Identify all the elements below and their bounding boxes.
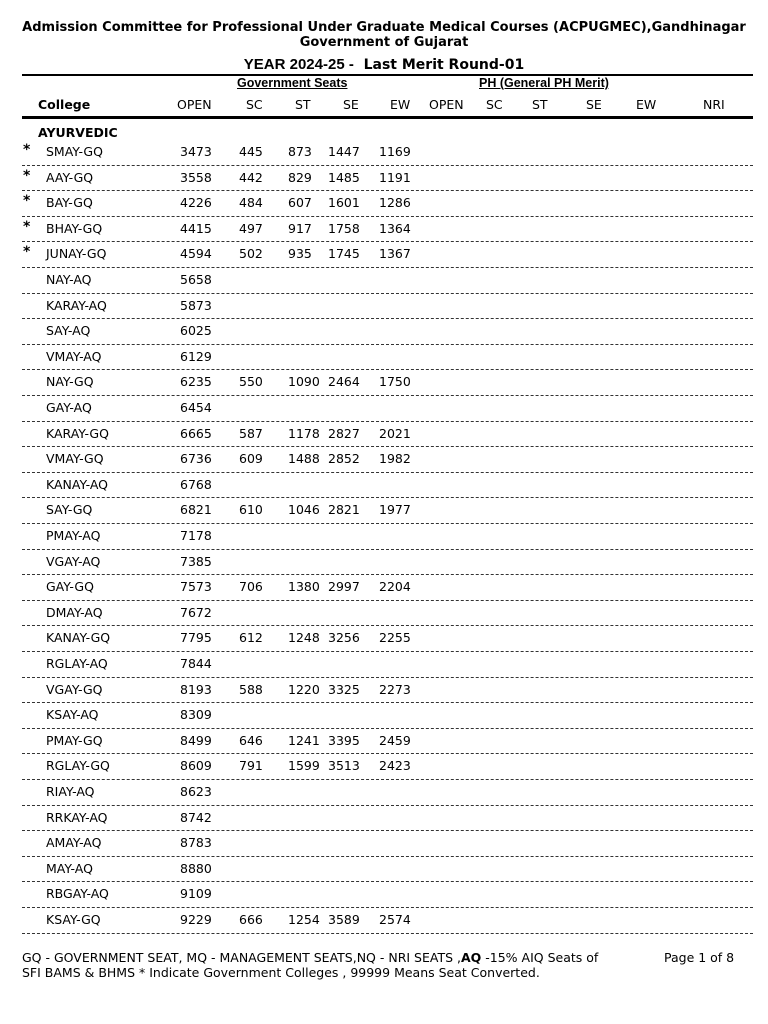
cell-se: 2997 <box>328 579 360 595</box>
cell-ew: 1982 <box>379 451 411 467</box>
footer-aq: AQ <box>460 950 482 965</box>
cell-college: RGLAY-GQ <box>46 758 110 774</box>
cell-st: 1380 <box>288 579 320 595</box>
cell-ew: 2273 <box>379 681 411 697</box>
cell-sc: 646 <box>239 732 263 748</box>
column-header-st: ST <box>295 97 311 112</box>
table-row <box>22 881 753 908</box>
cell-ew: 2574 <box>379 912 411 927</box>
cell-sc: 445 <box>239 144 263 159</box>
cell-star: * <box>23 193 31 210</box>
column-header-st-ph: ST <box>532 97 548 112</box>
footer-line1-a: GQ - GOVERNMENT SEAT, MQ - MANAGEMENT SEATS,NQ - NRI SEATS , <box>22 950 461 965</box>
column-header-college: College <box>38 97 91 112</box>
cell-st: 1599 <box>288 758 320 774</box>
cell-college: SAY-GQ <box>46 502 93 518</box>
column-header-sc: SC <box>246 97 263 112</box>
cell-open: 3558 <box>180 169 212 185</box>
column-header-ew: EW <box>390 97 411 112</box>
table-row <box>22 165 753 192</box>
cell-open: 6736 <box>180 451 212 467</box>
round-label: Last Merit Round-01 <box>363 57 525 73</box>
cell-se: 3395 <box>328 732 360 748</box>
cell-college: NAY-AQ <box>46 272 92 287</box>
cell-sc: 484 <box>239 195 263 211</box>
cell-open: 6129 <box>180 348 212 364</box>
column-header-ew-ph: EW <box>636 97 657 112</box>
table-row <box>22 600 753 627</box>
cell-open: 4415 <box>180 220 212 236</box>
table-row <box>22 267 753 294</box>
header-rule <box>22 116 753 119</box>
table-row <box>22 728 753 755</box>
cell-se: 1485 <box>328 169 360 185</box>
cell-open: 7844 <box>180 656 212 671</box>
cell-se: 1758 <box>328 220 360 236</box>
table-row <box>22 651 753 678</box>
table-row <box>22 369 753 396</box>
cell-sc: 791 <box>239 758 263 774</box>
table-row <box>22 497 753 524</box>
title-line2: Government of Gujarat <box>299 35 469 50</box>
cell-ew: 1364 <box>379 220 411 236</box>
cell-college: SMAY-GQ <box>46 144 103 159</box>
cell-se: 3513 <box>328 758 360 774</box>
cell-college: RGLAY-AQ <box>46 656 108 671</box>
cell-open: 5658 <box>180 272 212 287</box>
year-label: YEAR 2024-25 - <box>243 56 354 73</box>
cell-st: 829 <box>288 169 312 185</box>
cell-ew: 1286 <box>379 195 411 211</box>
cell-open: 5873 <box>180 297 212 313</box>
cell-se: 1601 <box>328 195 360 211</box>
table-row <box>22 241 753 268</box>
table-row <box>22 472 753 499</box>
cell-se: 2827 <box>328 425 360 441</box>
table-row <box>22 446 753 473</box>
table-row <box>22 549 753 576</box>
table-row <box>22 293 753 320</box>
title-line1: Admission Committee for Professional Under Graduate Medical Courses (ACPUGMEC),Gandhinagar <box>22 20 746 35</box>
cell-open: 9229 <box>180 912 212 927</box>
cell-open: 8623 <box>180 784 212 799</box>
cell-se: 3589 <box>328 912 360 927</box>
cell-sc: 706 <box>239 579 263 595</box>
cell-college: KANAY-GQ <box>46 630 111 646</box>
top-rule <box>22 74 753 76</box>
cell-se: 3325 <box>328 681 360 697</box>
cell-college: DMAY-AQ <box>46 604 103 620</box>
cell-open: 6768 <box>180 476 212 492</box>
cell-college: BHAY-GQ <box>46 220 103 236</box>
cell-open: 8880 <box>180 860 212 876</box>
cell-sc: 610 <box>239 502 263 518</box>
cell-college: KARAY-GQ <box>46 425 109 441</box>
cell-se: 3256 <box>328 630 360 646</box>
cell-college: VGAY-AQ <box>46 553 101 569</box>
table-row <box>22 139 753 166</box>
table-row <box>22 907 753 934</box>
cell-college: VMAY-AQ <box>46 348 102 364</box>
cell-ew: 1191 <box>379 169 411 185</box>
cell-open: 4594 <box>180 246 212 262</box>
cell-college: KSAY-AQ <box>46 707 99 723</box>
cell-se: 2464 <box>328 374 360 390</box>
cell-open: 8609 <box>180 758 212 774</box>
cell-sc: 612 <box>239 630 263 646</box>
table-row <box>22 856 753 883</box>
cell-college: RRKAY-AQ <box>46 809 108 825</box>
cell-open: 6665 <box>180 425 212 441</box>
cell-st: 935 <box>288 246 312 262</box>
section-heading: AYURVEDIC <box>38 125 118 140</box>
table-row <box>22 677 753 704</box>
cell-open: 8742 <box>180 809 212 825</box>
footer-note <box>22 950 622 980</box>
table-row <box>22 574 753 601</box>
table-row <box>22 344 753 371</box>
table-row <box>22 625 753 652</box>
table-row <box>22 753 753 780</box>
cell-sc: 587 <box>239 425 263 441</box>
footer-line1-c: -15% AIQ Seats of <box>481 950 599 965</box>
cell-ew: 1977 <box>379 502 411 518</box>
cell-open: 9109 <box>180 886 212 902</box>
cell-ew: 2204 <box>379 579 411 595</box>
document-title <box>0 20 768 50</box>
cell-ew: 2423 <box>379 758 411 774</box>
table-row <box>22 395 753 422</box>
cell-open: 6454 <box>180 400 212 415</box>
cell-sc: 550 <box>239 374 263 390</box>
cell-se: 2821 <box>328 502 360 518</box>
cell-ew: 2459 <box>379 732 411 748</box>
cell-college: RIAY-AQ <box>46 784 95 799</box>
cell-college: KARAY-AQ <box>46 297 107 313</box>
cell-open: 3473 <box>180 144 212 159</box>
column-header-sc-ph: SC <box>486 97 503 112</box>
cell-open: 4226 <box>180 195 212 211</box>
cell-se: 1745 <box>328 246 360 262</box>
cell-open: 7385 <box>180 553 212 569</box>
group-ph-seats: PH (General PH Merit) <box>479 76 609 90</box>
cell-st: 1254 <box>288 912 320 927</box>
cell-st: 1046 <box>288 502 320 518</box>
cell-sc: 609 <box>239 451 263 467</box>
cell-se: 2852 <box>328 451 360 467</box>
cell-college: KSAY-GQ <box>46 912 101 927</box>
group-government-seats: Government Seats <box>237 76 348 90</box>
table-row <box>22 421 753 448</box>
footer-line2: SFI BAMS & BHMS * Indicate Government Colleges , 99999 Means Seat Converted. <box>22 965 540 980</box>
cell-st: 1178 <box>288 425 320 441</box>
cell-star: * <box>23 218 31 235</box>
cell-open: 8783 <box>180 835 212 851</box>
cell-college: JUNAY-GQ <box>46 246 107 262</box>
table-row <box>22 318 753 345</box>
cell-sc: 502 <box>239 246 263 262</box>
cell-star: * <box>23 142 31 158</box>
table-row <box>22 216 753 243</box>
cell-st: 1090 <box>288 374 320 390</box>
cell-college: RBGAY-AQ <box>46 886 109 902</box>
cell-college: NAY-GQ <box>46 374 94 390</box>
cell-open: 7795 <box>180 630 212 646</box>
cell-college: AAY-GQ <box>46 169 94 185</box>
cell-ew: 2021 <box>379 425 411 441</box>
cell-st: 917 <box>288 220 312 236</box>
cell-college: GAY-GQ <box>46 579 94 595</box>
cell-sc: 442 <box>239 169 263 185</box>
cell-ew: 1367 <box>379 246 411 262</box>
column-header-open: OPEN <box>177 97 212 112</box>
cell-college: AMAY-AQ <box>46 835 102 851</box>
cell-college: PMAY-AQ <box>46 528 101 543</box>
table-row <box>22 523 753 550</box>
cell-college: VMAY-GQ <box>46 451 104 467</box>
cell-college: SAY-AQ <box>46 323 91 339</box>
cell-college: MAY-AQ <box>46 860 93 876</box>
cell-sc: 666 <box>239 912 263 927</box>
cell-st: 873 <box>288 144 312 159</box>
page-number: Page 1 of 8 <box>664 950 735 965</box>
cell-ew: 2255 <box>379 630 411 646</box>
table-row <box>22 830 753 857</box>
cell-college: VGAY-GQ <box>46 681 103 697</box>
cell-college: GAY-AQ <box>46 400 92 415</box>
cell-open: 6821 <box>180 502 212 518</box>
cell-st: 1248 <box>288 630 320 646</box>
cell-open: 7178 <box>180 528 212 543</box>
column-header-se: SE <box>343 97 359 112</box>
cell-st: 607 <box>288 195 312 211</box>
cell-ew: 1750 <box>379 374 411 390</box>
cell-open: 8499 <box>180 732 212 748</box>
cell-open: 6235 <box>180 374 212 390</box>
cell-sc: 588 <box>239 681 263 697</box>
cell-open: 7573 <box>180 579 212 595</box>
table-row <box>22 805 753 832</box>
cell-college: KANAY-AQ <box>46 476 109 492</box>
table-row <box>22 779 753 806</box>
cell-ew: 1169 <box>379 144 411 159</box>
cell-open: 8193 <box>180 681 212 697</box>
table-row <box>22 702 753 729</box>
column-header-se-ph: SE <box>586 97 602 112</box>
cell-star: * <box>23 244 31 261</box>
cell-st: 1488 <box>288 451 320 467</box>
cell-st: 1220 <box>288 681 320 697</box>
cell-college: PMAY-GQ <box>46 732 103 748</box>
cell-sc: 497 <box>239 220 263 236</box>
cell-se: 1447 <box>328 144 360 159</box>
cell-st: 1241 <box>288 732 320 748</box>
cell-college: BAY-GQ <box>46 195 93 211</box>
cell-star: * <box>23 167 31 184</box>
round-title <box>0 56 768 73</box>
cell-open: 6025 <box>180 323 212 339</box>
column-header-open-ph: OPEN <box>429 97 464 112</box>
column-header-nri-ph: NRI <box>703 97 725 112</box>
cell-open: 7672 <box>180 604 212 620</box>
cell-open: 8309 <box>180 707 212 723</box>
table-row <box>22 190 753 217</box>
